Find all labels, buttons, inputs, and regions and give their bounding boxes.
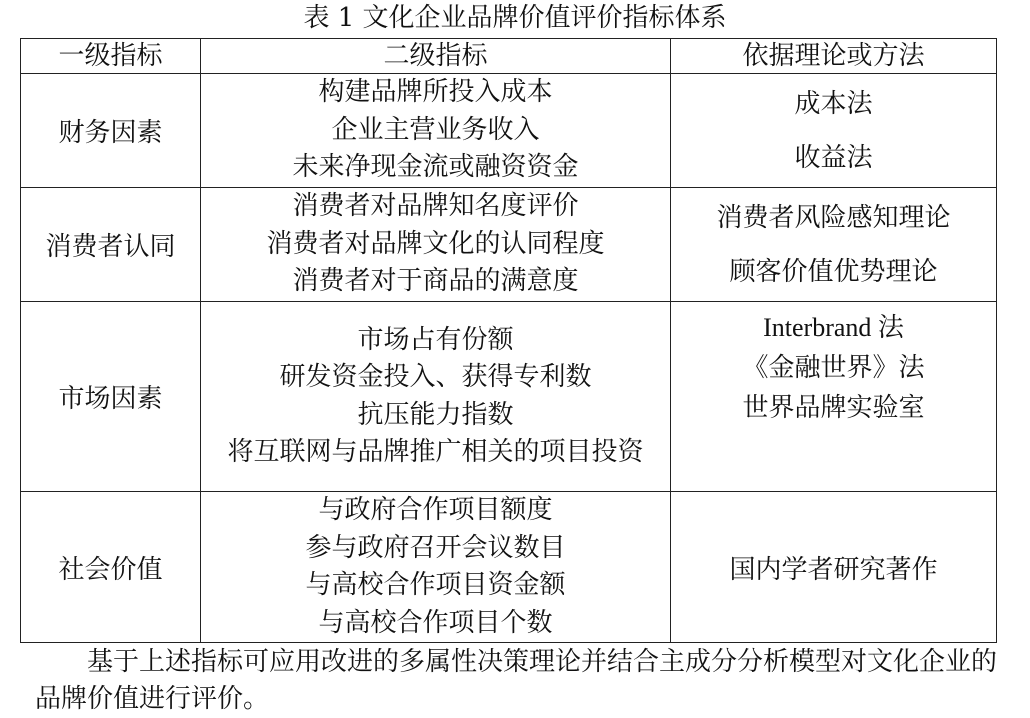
theory-methods — [671, 492, 997, 643]
primary-indicator: 消费者认同 — [21, 188, 201, 302]
method-item: Interbrand 法 — [763, 313, 904, 342]
indicator-table — [20, 38, 997, 643]
secondary-item: 未来净现金流或融资资金 — [292, 152, 579, 183]
secondary-item: 市场占有份额 — [357, 324, 514, 355]
header-theory-method: 依据理论或方法 — [671, 39, 997, 74]
secondary-indicators — [201, 492, 671, 643]
table-row — [21, 492, 997, 643]
body-paragraph: 基于上述指标可应用改进的多属性决策理论并结合主成分分析模型对文化企业的品牌价值进行评价。 — [35, 647, 998, 714]
header-secondary-indicator: 二级指标 — [201, 39, 671, 74]
method-item: 成本法 — [794, 88, 873, 119]
secondary-item: 企业主营业务收入 — [331, 114, 540, 145]
secondary-item: 消费者对品牌文化的认同程度 — [266, 228, 605, 259]
secondary-indicators — [201, 188, 671, 302]
secondary-item: 构建品牌所投入成本 — [318, 77, 553, 108]
secondary-indicators — [201, 302, 671, 492]
method-item: 国内学者研究著作 — [729, 554, 938, 585]
method-item: 收益法 — [794, 142, 873, 173]
table-row — [21, 302, 997, 492]
table-row — [21, 188, 997, 302]
header-primary-indicator: 一级指标 — [21, 39, 201, 74]
method-item: 《金融世界》法 — [742, 353, 925, 383]
secondary-item: 参与政府召开会议数目 — [305, 532, 566, 563]
secondary-item: 与政府合作项目额度 — [318, 495, 553, 525]
secondary-item: 研发资金投入、获得专利数 — [279, 362, 592, 392]
table-row — [21, 74, 997, 188]
secondary-indicators — [201, 74, 671, 188]
secondary-item: 消费者对品牌知名度评价 — [292, 191, 579, 222]
primary-indicator: 财务因素 — [21, 74, 201, 188]
theory-methods — [671, 188, 997, 302]
method-item: 消费者风险感知理论 — [716, 202, 951, 233]
table-caption: 表 1 文化企业品牌价值评价指标体系 — [303, 3, 727, 33]
method-item: 世界品牌实验室 — [742, 393, 925, 423]
secondary-item: 与高校合作项目资金额 — [305, 570, 566, 600]
theory-methods — [671, 74, 997, 188]
secondary-item: 消费者对于商品的满意度 — [292, 266, 579, 297]
primary-indicator: 社会价值 — [21, 492, 201, 643]
theory-methods — [671, 302, 997, 492]
method-item: 顾客价值优势理论 — [729, 256, 938, 287]
secondary-item: 抗压能力指数 — [357, 399, 514, 430]
secondary-item: 将互联网与品牌推广相关的项目投资 — [227, 437, 644, 467]
secondary-item: 与高校合作项目个数 — [318, 607, 553, 638]
primary-indicator: 市场因素 — [21, 302, 201, 492]
table-header-row — [21, 39, 997, 74]
